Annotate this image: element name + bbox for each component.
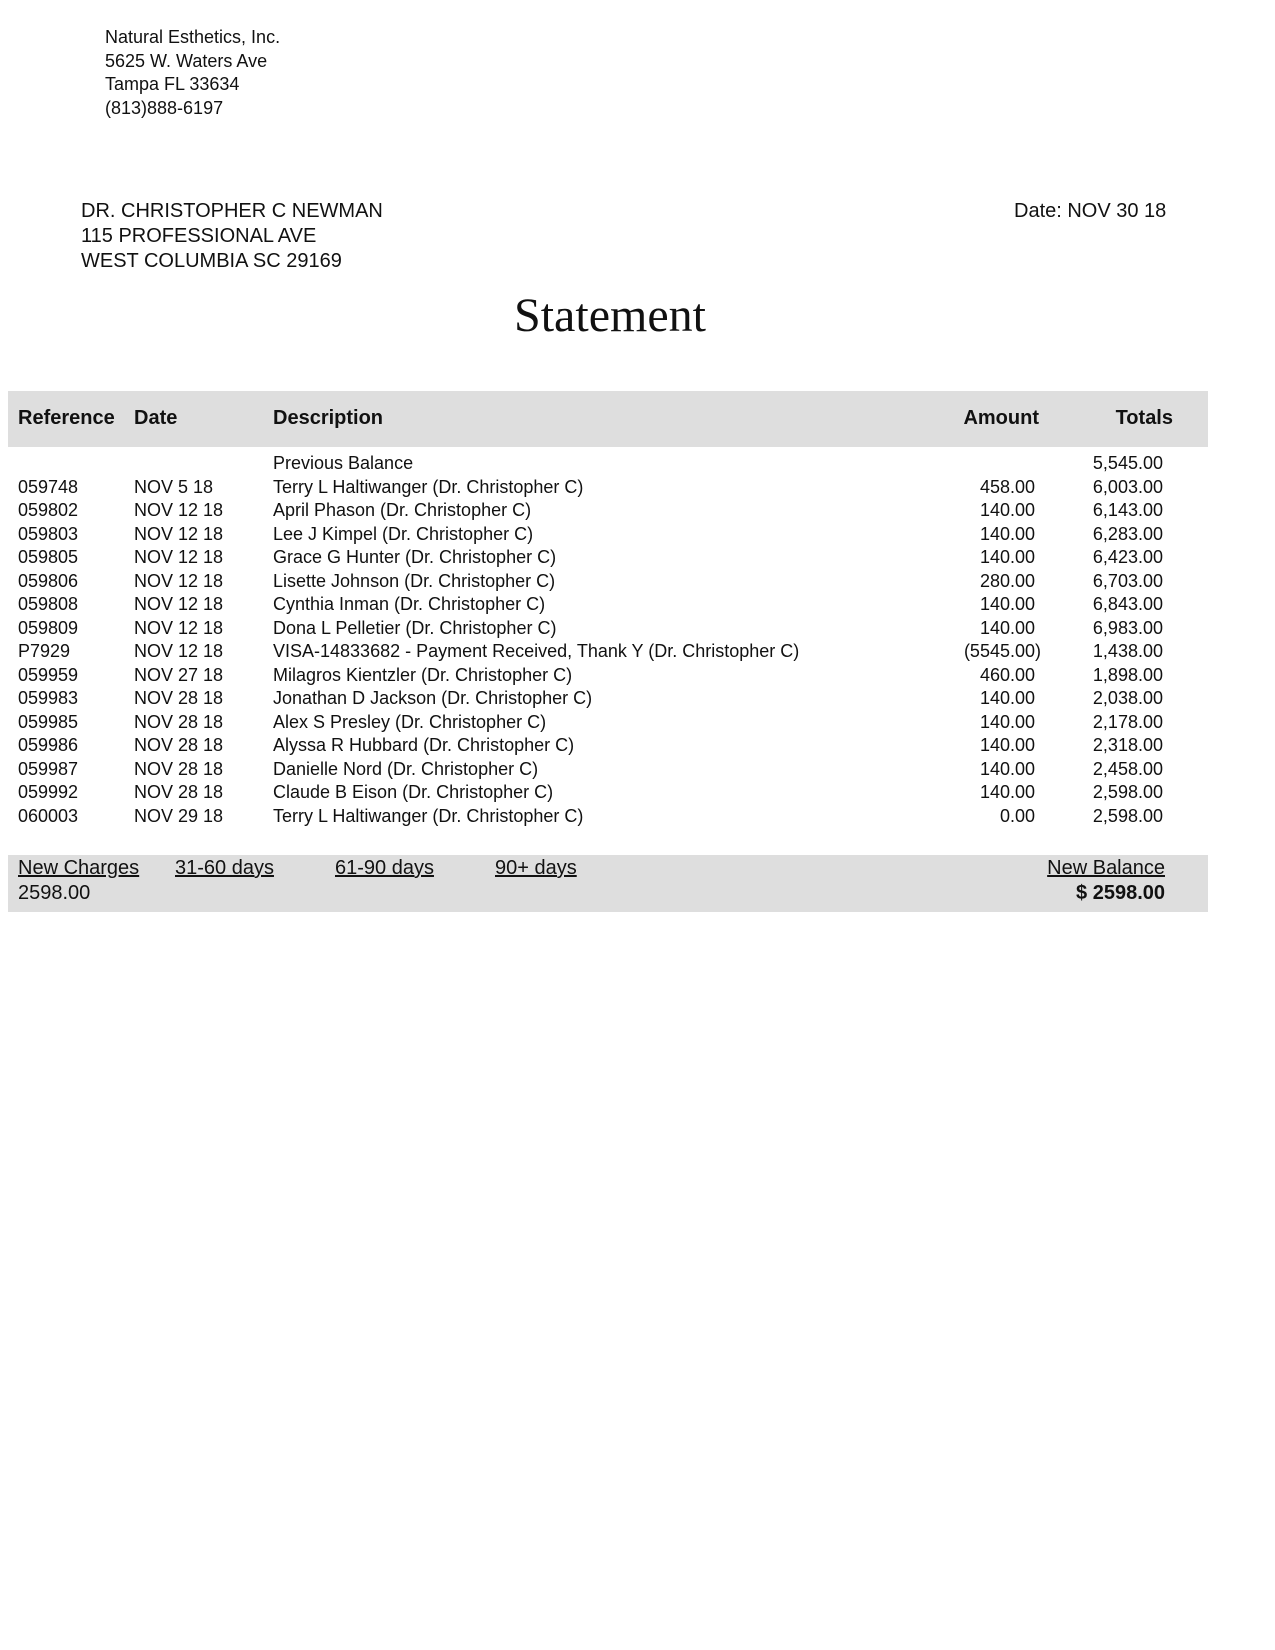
sender-address-block [105,26,280,120]
row-date: NOV 28 18 [134,688,224,708]
row-date: NOV 12 18 [134,594,224,614]
column-header-amount: Amount [963,407,1039,429]
row-description: Dona L Pelletier (Dr. Christopher C) [273,617,557,638]
row-amount: 280.00 [979,570,1035,591]
row-description: Danielle Nord (Dr. Christopher C) [273,758,539,779]
row-total: 2,038.00 [1092,688,1163,708]
table-row [0,640,1275,664]
row-description: Claude B Eison (Dr. Christopher C) [273,782,554,802]
table-row [0,781,1275,805]
row-total: 2,598.00 [1092,805,1163,826]
row-amount: 140.00 [979,523,1035,544]
row-amount: 140.00 [979,711,1035,732]
column-header-description: Description [273,407,384,429]
days-31-60-label: 31-60 days [175,857,274,879]
row-reference: P7929 [18,641,71,661]
row-reference: 059806 [18,570,79,591]
row-total: 6,983.00 [1092,617,1163,638]
row-total: 2,178.00 [1092,711,1163,732]
row-date: NOV 12 18 [134,547,224,567]
row-date: NOV 12 18 [134,570,224,591]
new-charges-value: 2598.00 [18,882,91,904]
row-reference: 059808 [18,594,79,614]
table-row [0,570,1275,594]
row-description: Jonathan D Jackson (Dr. Christopher C) [273,688,593,708]
row-description: Lisette Johnson (Dr. Christopher C) [273,570,556,591]
row-date: NOV 5 18 [134,476,214,497]
new-charges-label: New Charges [18,857,140,879]
row-reference: 059983 [18,688,79,708]
row-total: 6,003.00 [1092,476,1163,497]
table-row [0,664,1275,688]
row-description: April Phason (Dr. Christopher C) [273,500,532,520]
recipient-street: 115 PROFESSIONAL AVE [81,225,317,247]
row-date: NOV 12 18 [134,617,224,638]
row-total: 6,423.00 [1092,547,1163,567]
row-reference: 059959 [18,664,79,685]
table-row [0,499,1275,523]
row-description: Lee J Kimpel (Dr. Christopher C) [273,523,534,544]
row-date: NOV 28 18 [134,782,224,802]
row-amount: 460.00 [979,664,1035,685]
row-date: NOV 29 18 [134,805,224,826]
statement-date: Date: NOV 30 18 [1014,200,1167,222]
previous-balance-row [0,452,1275,476]
row-reference: 059987 [18,758,79,779]
row-date: NOV 28 18 [134,735,224,755]
row-reference: 059992 [18,782,79,802]
table-row [0,476,1275,500]
row-total: 1,438.00 [1092,641,1163,661]
row-date: NOV 12 18 [134,500,224,520]
row-amount: 140.00 [979,735,1035,755]
table-row [0,523,1275,547]
row-amount: (5545.00) [963,641,1041,661]
row-amount: 140.00 [979,782,1035,802]
row-description: Cynthia Inman (Dr. Christopher C) [273,594,546,614]
column-header-date: Date [134,407,178,429]
new-balance-value: $ 2598.00 [1076,882,1165,904]
sender-city: Tampa FL 33634 [105,74,240,94]
row-description: Terry L Haltiwanger (Dr. Christopher C) [273,476,584,497]
sender-phone: (813)888-6197 [105,97,224,118]
row-total: 2,458.00 [1092,758,1163,779]
row-reference: 059803 [18,523,79,544]
days-61-90-label: 61-90 days [335,857,434,879]
days-90-plus-label: 90+ days [495,857,577,879]
recipient-city: WEST COLUMBIA SC 29169 [81,250,342,272]
row-amount: 140.00 [979,500,1035,520]
row-description: Milagros Kientzler (Dr. Christopher C) [273,664,573,685]
row-amount: 140.00 [979,688,1035,708]
row-amount: 140.00 [979,758,1035,779]
sender-name: Natural Esthetics, Inc. [105,27,281,47]
previous-balance-label: Previous Balance [273,453,414,473]
row-amount: 458.00 [979,476,1035,497]
row-reference: 059805 [18,547,79,567]
table-row [0,593,1275,617]
table-row [0,734,1275,758]
row-date: NOV 28 18 [134,758,224,779]
row-date: NOV 28 18 [134,711,224,732]
row-date: NOV 12 18 [134,523,224,544]
row-reference: 059748 [18,476,79,497]
row-description: Terry L Haltiwanger (Dr. Christopher C) [273,805,584,826]
row-reference: 059985 [18,711,79,732]
row-amount: 140.00 [979,594,1035,614]
row-total: 2,318.00 [1092,735,1163,755]
table-row [0,546,1275,570]
row-total: 2,598.00 [1092,782,1163,802]
row-reference: 059802 [18,500,79,520]
column-header-reference: Reference [18,407,115,429]
table-row [0,687,1275,711]
row-total: 1,898.00 [1092,664,1163,685]
table-row [0,805,1275,829]
row-amount: 0.00 [999,805,1035,826]
row-date: NOV 27 18 [134,664,224,685]
row-description: Alyssa R Hubbard (Dr. Christopher C) [273,735,575,755]
row-amount: 140.00 [979,617,1035,638]
table-row [0,711,1275,735]
row-reference: 060003 [18,805,79,826]
recipient-name: DR. CHRISTOPHER C NEWMAN [81,200,383,222]
row-total: 6,703.00 [1092,570,1163,591]
sender-street: 5625 W. Waters Ave [105,50,268,71]
new-balance-label: New Balance [1047,857,1165,879]
row-total: 6,143.00 [1092,500,1163,520]
table-row [0,758,1275,782]
row-reference: 059809 [18,617,79,638]
previous-balance-total: 5,545.00 [1092,453,1163,473]
row-description: Alex S Presley (Dr. Christopher C) [273,711,547,732]
row-description: VISA-14833682 - Payment Received, Thank Y (Dr. Christopher C) [273,641,800,661]
page-title: Statement [514,289,706,342]
recipient-address-block [81,199,383,274]
row-amount: 140.00 [979,547,1035,567]
row-total: 6,283.00 [1092,523,1163,544]
row-date: NOV 12 18 [134,641,224,661]
row-total: 6,843.00 [1092,594,1163,614]
row-description: Grace G Hunter (Dr. Christopher C) [273,547,557,567]
row-reference: 059986 [18,735,79,755]
column-header-totals: Totals [1115,407,1173,429]
table-row [0,617,1275,641]
